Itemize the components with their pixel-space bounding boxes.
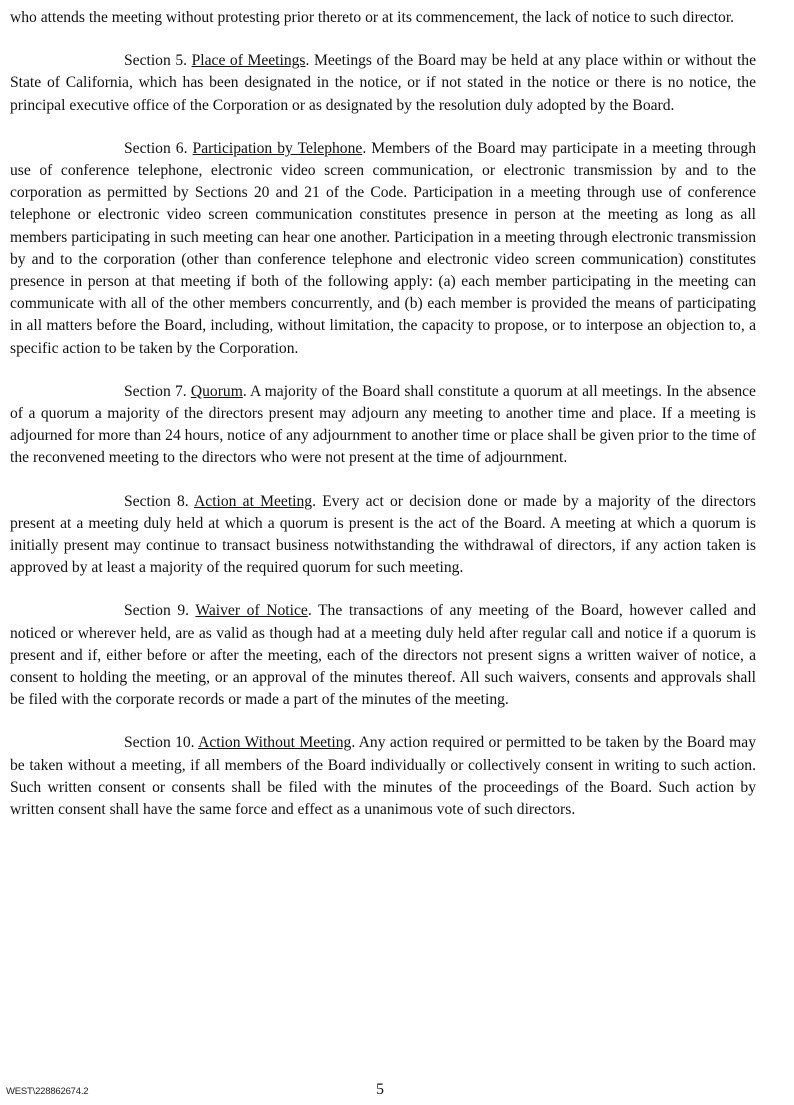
section-7-title: Quorum: [190, 382, 243, 400]
continuation-paragraph: who attends the meeting without protesting prior thereto or at its commencement, the lack of notice to such director.: [10, 9, 735, 26]
section-7-number: Section 7.: [124, 382, 187, 400]
section-9-body: . The transactions of any meeting of the Board, however called and noticed or wherever held, are as valid as though had at a meeting duly held after regular call and notice if a quorum is present and if, either before or after the meeting, each of the directors not present signs a written waiver of notice, a consent to holding the meeting, or an approval of the minutes thereof. All such waivers, consents and approvals shall be filed with the corporate records or made a part of the minutes of the meeting.: [10, 602, 756, 709]
section-5-paragraph: [10, 50, 756, 117]
section-9-paragraph: [10, 600, 756, 711]
section-6-body: . Members of the Board may participate in a meeting through use of conference telephone, electronic video screen communication, or electronic transmission by and to the corporation as permitted by Sections 20 and 21 of the Code. Participation in a meeting through use of conference telephone or electronic video screen communication constitutes presence in person at the meeting as long as all members participating in such meeting can hear one another. Participation in a meeting through electronic transmission by and to the corporation (other than conference telephone and electronic video screen communication) constitutes presence in person at that meeting if both of the following apply: (a) each member participating in the meeting can communicate with all of the other members concurrently, and (b) each member is provided the means of participating in all matters before the Board, including, without limitation, the capacity to propose, or to interpose an objection to, a specific action to be taken by the Corporation.: [10, 139, 756, 357]
section-8-body: . Every act or decision done or made by a majority of the directors present at a meeting duly held at which a quorum is present is the act of the Board. A meeting at which a quorum is initially present may continue to transact business notwithstanding the withdrawal of directors, if any action taken is approved by at least a majority of the required quorum for such meeting.: [10, 492, 756, 577]
document-id: WEST\228862674.2: [6, 1086, 89, 1097]
section-6-number: Section 6.: [124, 139, 188, 157]
section-7-paragraph: [10, 381, 756, 470]
section-8-number: Section 8.: [124, 492, 189, 510]
section-10-body: . Any action required or permitted to be taken by the Board may be taken without a meeting, if all members of the Board individually or collectively consent in writing to such action. Such written consent or consents shall be filed with the minutes of the proceedings of the Board. Such action by written consent shall have the same force and effect as a unanimous vote of such directors.: [10, 734, 757, 819]
section-5-title: Place of Meetings: [191, 52, 306, 70]
section-9-title: Waiver of Notice: [195, 602, 308, 620]
section-9-number: Section 9.: [124, 602, 190, 620]
page-number: 5: [376, 1081, 384, 1098]
section-10-number: Section 10.: [124, 734, 195, 752]
section-5-number: Section 5.: [124, 52, 188, 70]
section-6-title: Participation by Telephone: [192, 139, 363, 157]
section-8-paragraph: [10, 491, 756, 580]
section-6-paragraph: [10, 138, 756, 360]
section-10-title: Action Without Meeting: [198, 734, 352, 752]
document-page: [10, 7, 756, 842]
section-5-body: . Meetings of the Board may be held at any place within or without the State of California, which has been designated in the notice, or if not stated in the notice or there is no notice, the principal executive office of the Corporation or as designated by the resolution duly adopted by the Board.: [10, 52, 756, 114]
section-10-paragraph: [10, 732, 756, 821]
section-7-body: . A majority of the Board shall constitute a quorum at all meetings. In the absence of a quorum a majority of the directors present may adjourn any meeting to another time and place. If a meeting is adjourned for more than 24 hours, notice of any adjournment to another time or place shall be given prior to the time of the reconvened meeting to the directors who were not present at the time of adjournment.: [10, 382, 756, 467]
section-8-title: Action at Meeting: [194, 492, 313, 510]
